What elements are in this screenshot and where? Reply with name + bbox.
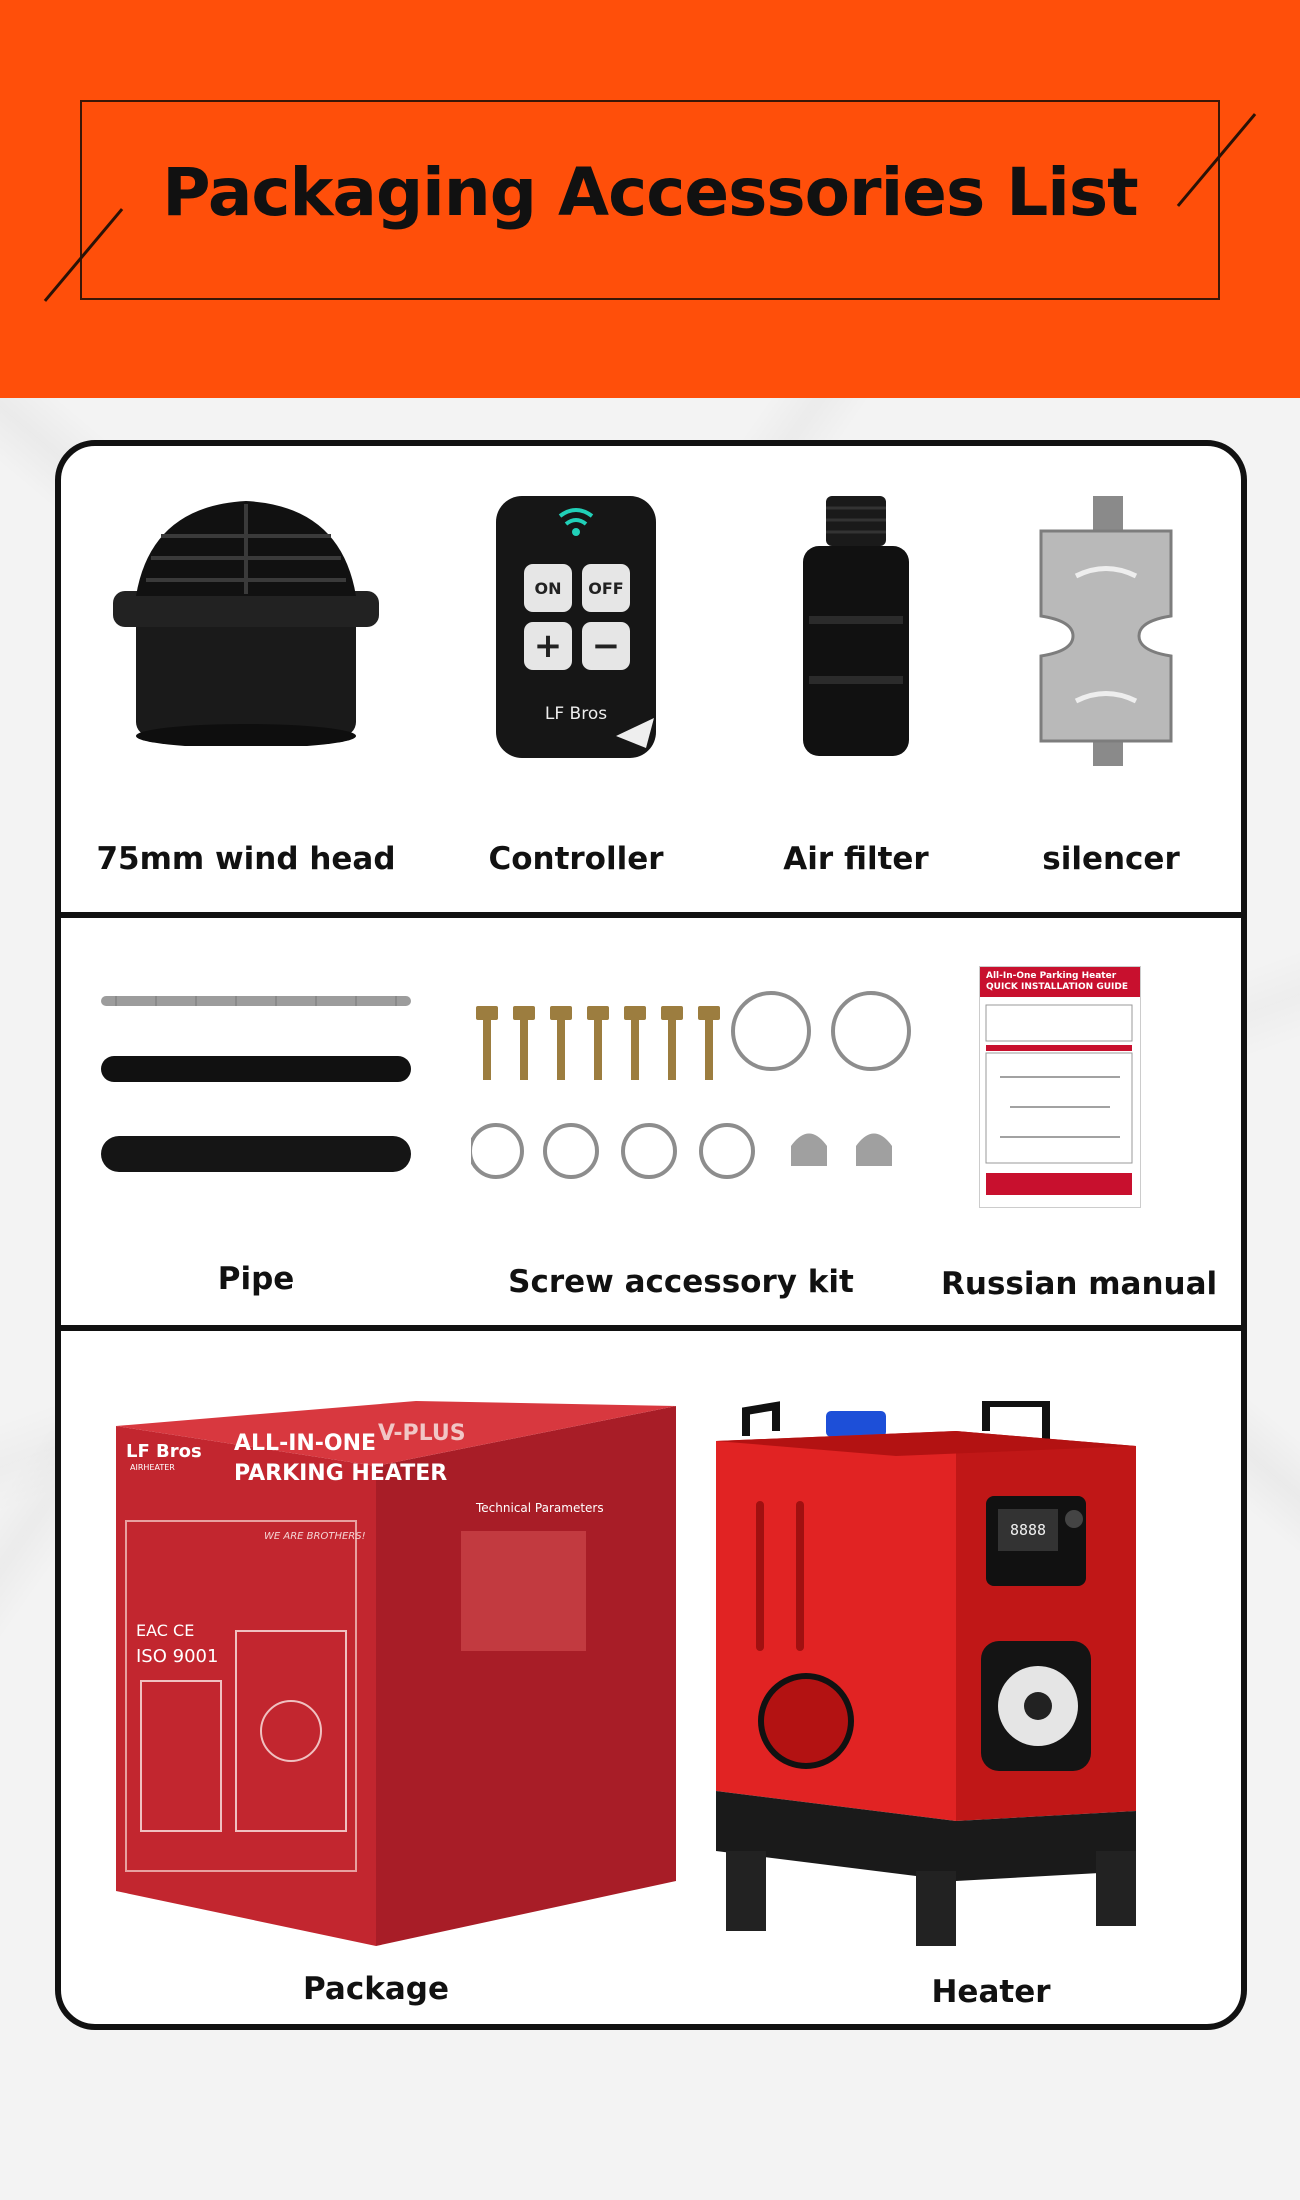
air-filter-image [781,486,931,776]
remote-brand: LF Bros [544,704,608,724]
label-air-filter: Air filter [783,841,929,877]
pipes-image [96,986,416,1186]
row-divider-2 [61,1325,1241,1331]
manual-title: All-In-One Parking Heater [986,971,1117,981]
remote-plus-button: + [533,626,563,666]
label-controller: Controller [488,841,664,877]
remote-minus-button: − [591,626,621,666]
label-silencer: silencer [1042,841,1180,877]
header-frame [80,100,1220,300]
box-line1: ALL-IN-ONE [234,1431,377,1456]
package-box-image [116,1401,676,1971]
box-brand-sub: AIRHEATER [130,1463,175,1472]
silencer-image [1021,486,1191,776]
row-divider-1 [61,912,1241,918]
label-screw-kit: Screw accessory kit [508,1264,854,1300]
label-package: Package [303,1971,449,2007]
heater-image [716,1401,1216,1946]
box-params: Technical Parameters [476,1501,604,1515]
box-model: V-PLUS [378,1421,466,1446]
wind-head-image [91,486,401,746]
box-brand: LF Bros [126,1441,202,1462]
label-russian-manual: Russian manual [941,1266,1218,1302]
accessories-card [55,440,1247,2030]
page-title: Packaging Accessories List [162,154,1138,231]
box-cert: ISO 9001 [136,1646,219,1667]
controller-image [486,486,666,776]
box-line2: PARKING HEATER [234,1461,448,1486]
manual-image [979,966,1141,1208]
heater-display: 8888 [1009,1521,1047,1539]
label-pipe: Pipe [217,1261,295,1297]
box-cert2: EAC CE [136,1621,195,1640]
remote-off-button: OFF [588,579,624,598]
remote-on-button: ON [534,579,562,598]
label-heater: Heater [931,1974,1051,2010]
screw-kit-image [471,991,911,1211]
box-slogan: WE ARE BROTHERS! [264,1531,366,1542]
label-wind-head: 75mm wind head [96,841,396,877]
manual-subtitle: QUICK INSTALLATION GUIDE [986,982,1128,992]
header-banner [0,0,1300,398]
